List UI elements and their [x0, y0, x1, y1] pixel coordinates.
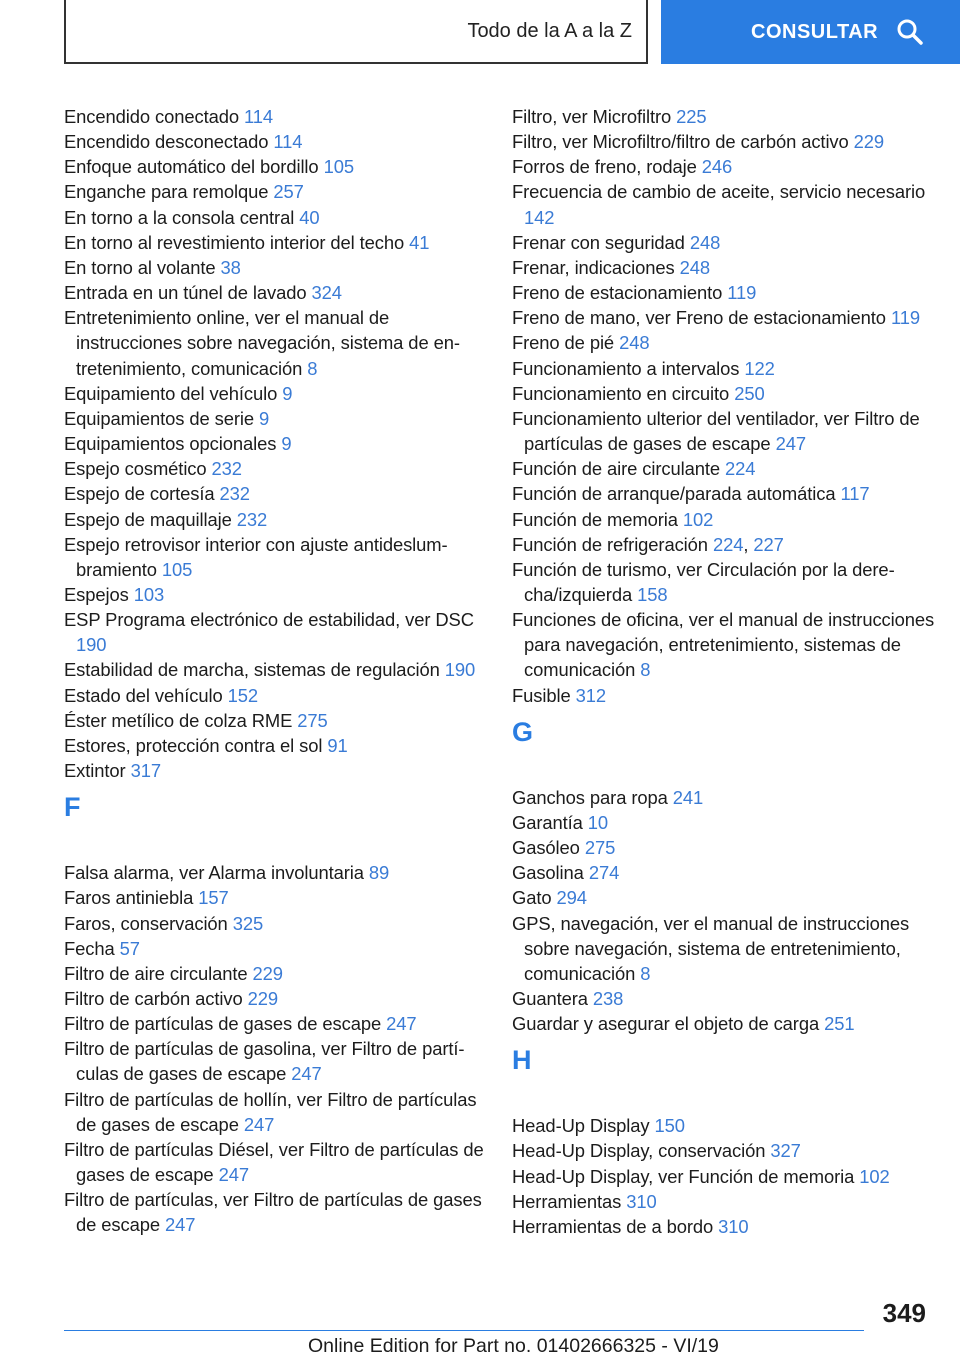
entry-text: Función de arranque/parada automática [512, 483, 836, 505]
entry-text: Freno de estacionamiento [512, 282, 723, 304]
entry-text: Gato [512, 887, 552, 909]
entry-text: Extintor [64, 760, 126, 782]
entry-text: Filtro de partículas de gases de escape [64, 1013, 382, 1035]
entry-text: Guardar y asegurar el objeto de carga [512, 1013, 820, 1035]
index-entry [512, 255, 937, 280]
page-link[interactable]: 248 [619, 332, 650, 354]
entry-text: Fusible [512, 684, 571, 706]
entry-text: ESP Programa electrónico de estabilidad, ver DSC [64, 609, 474, 631]
page-link[interactable]: 114 [244, 106, 274, 127]
page-link[interactable]: 158 [637, 583, 668, 605]
page-link[interactable]: 10 [587, 811, 609, 833]
index-entry [512, 381, 937, 406]
page-link[interactable]: 91 [327, 734, 348, 756]
index-entry [64, 1011, 484, 1036]
search-tab[interactable] [661, 0, 960, 64]
page-link[interactable]: 224 [712, 533, 744, 555]
entry-text: Filtro de partículas de gasolina, ver Filtro de partículas de gases de escape [64, 1038, 465, 1085]
index-entry [512, 456, 937, 481]
page-link[interactable]: 9 [281, 433, 292, 455]
index-entry [64, 431, 484, 456]
page-link[interactable]: 247 [164, 1214, 196, 1236]
page-link[interactable]: 9 [259, 407, 270, 429]
page-link[interactable]: 247 [386, 1013, 417, 1035]
entry-text: Espejos [64, 583, 129, 605]
index-column-left [64, 104, 484, 1238]
index-entry [64, 961, 484, 986]
page-link[interactable]: 224 [725, 458, 756, 480]
entry-text: Head-Up Display, ver Función de memoria [512, 1165, 855, 1187]
section-letter: F [64, 792, 81, 823]
index-entry [512, 280, 937, 305]
entry-text: Función de refrigeración [512, 533, 708, 555]
index-entry [512, 154, 937, 179]
page-link[interactable]: 41 [409, 231, 430, 253]
entry-text: En torno al volante [64, 256, 216, 278]
index-entry [512, 1138, 937, 1163]
entry-text: Filtro de partículas de hollín, ver Filtro de partículas de gases de escape [64, 1088, 477, 1135]
page-link[interactable]: 89 [368, 862, 390, 884]
entry-text: Freno de mano, ver Freno de estacionamiento [512, 307, 886, 329]
page-link[interactable]: 122 [744, 357, 775, 379]
index-entry [64, 154, 484, 179]
entry-text: Head-Up Display [512, 1115, 650, 1137]
entry-text: Filtro, ver Microfiltro [512, 106, 672, 127]
entry-text: Herramientas de a bordo [512, 1215, 714, 1237]
entry-text: Equipamiento del vehículo [64, 382, 278, 404]
page-link[interactable]: 150 [654, 1115, 685, 1137]
index-entry [512, 607, 937, 682]
page-link[interactable]: 275 [584, 837, 616, 859]
index-entry [512, 1214, 937, 1239]
entry-text: Filtro de aire circulante [64, 962, 248, 984]
entry-text: Estado del vehículo [64, 684, 223, 706]
entry-text: Falsa alarma, ver Alarma involuntaria [64, 862, 364, 884]
index-entry [512, 507, 937, 532]
search-tab-label: CONSULTAR [751, 20, 879, 43]
entry-text: Espejo de cortesía [64, 483, 215, 505]
page-link[interactable]: 8 [640, 659, 651, 681]
index-tab-label: Todo de la A a la Z [467, 19, 632, 42]
page-link[interactable]: 248 [679, 256, 710, 278]
page-link[interactable]: 225 [676, 106, 707, 127]
page-link[interactable]: 190 [76, 634, 107, 656]
index-entry [64, 683, 484, 708]
footer-edition: Online Edition for Part no. 01402666325 - VI/19 [308, 1335, 719, 1357]
index-tab[interactable] [64, 0, 648, 64]
index-entry [512, 481, 937, 506]
index-entry [512, 860, 937, 885]
index-entry [64, 255, 484, 280]
page-link[interactable]: 57 [119, 937, 140, 959]
page-link[interactable]: 310 [718, 1215, 749, 1237]
index-entry [512, 104, 937, 129]
page-link[interactable]: 257 [273, 181, 304, 203]
index-entry [64, 507, 484, 532]
index-entry [512, 1113, 937, 1138]
footer-divider [64, 1330, 864, 1331]
page-link[interactable]: 275 [297, 709, 328, 731]
index-entry [64, 280, 484, 305]
page-link[interactable]: 229 [853, 131, 885, 153]
entry-text: En torno al revestimiento interior del techo [64, 231, 405, 253]
page-link[interactable]: 38 [220, 256, 241, 278]
index-entry [64, 860, 484, 885]
index-entry [64, 758, 484, 783]
page-link[interactable]: 119 [890, 307, 920, 329]
index-column-right [512, 104, 937, 1239]
index-entry [512, 305, 937, 330]
index-entry: Función de refrigeración 224, 227 [512, 533, 784, 555]
page-link[interactable]: 103 [133, 583, 165, 605]
entry-text: Estores, protección contra el sol [64, 734, 323, 756]
page-link[interactable]: 247 [218, 1164, 249, 1186]
entry-text: Funciones de oficina, ver el manual de instrucciones para navegación, entretenimiento, sistemas de comunicación [512, 609, 935, 681]
index-entry [64, 406, 484, 431]
page-link[interactable]: 102 [682, 508, 714, 530]
entry-text: Ganchos para ropa [512, 786, 668, 808]
page-link[interactable]: 246 [701, 156, 733, 178]
index-entry [512, 406, 937, 456]
page-link[interactable]: 117 [840, 483, 870, 505]
index-entry [64, 582, 484, 607]
entry-text: Entretenimiento online, ver el manual de instrucciones sobre navegación, sistema de entretenimiento, comunicación [64, 307, 460, 379]
page-link[interactable]: 105 [161, 558, 193, 580]
entry-text: Garantía [512, 811, 583, 833]
entry-text: Guantera [512, 988, 588, 1009]
entry-text: Funcionamiento en circuito [512, 382, 730, 404]
entry-text: Frenar, indicaciones [512, 256, 675, 278]
page-link[interactable]: 190 [444, 659, 476, 681]
page-link[interactable]: 142 [524, 206, 555, 228]
page-link[interactable]: 229 [252, 962, 283, 984]
page-link[interactable]: 238 [592, 988, 624, 1009]
entry-text: Herramientas [512, 1190, 622, 1212]
page-link[interactable]: 229 [247, 988, 279, 1009]
entry-text: Encendido desconectado [64, 131, 269, 153]
index-entry [64, 179, 484, 204]
index-entry [64, 305, 484, 380]
index-entry [64, 607, 484, 657]
entry-text: En torno a la consola central [64, 206, 295, 228]
index-entry [512, 129, 937, 154]
index-entry [512, 835, 937, 860]
entry-text: GPS, navegación, ver el manual de instrucciones sobre navegación, sistema de entretenimiento, comunicación [512, 912, 910, 984]
page-link[interactable]: 251 [824, 1013, 855, 1035]
page-link[interactable]: 8 [307, 357, 318, 379]
index-entry [64, 657, 484, 682]
entry-text: Estabilidad de marcha, sistemas de regulación [64, 659, 440, 681]
page-link[interactable]: 8 [640, 962, 651, 984]
entry-text: Head-Up Display, conservación [512, 1140, 766, 1162]
page-link[interactable]: 327 [770, 1140, 801, 1162]
page-link[interactable]: 325 [232, 912, 264, 934]
page-link[interactable]: 227 [753, 533, 784, 555]
index-entry [512, 330, 937, 355]
index-entry [512, 986, 937, 1011]
index-entry [512, 1011, 937, 1036]
page-number: 349 [882, 1298, 926, 1328]
entry-text: Faros antiniebla [64, 887, 194, 909]
page-link[interactable]: 250 [734, 382, 765, 404]
search-icon [896, 18, 924, 46]
page-link[interactable]: 274 [588, 862, 620, 884]
index-entry [64, 230, 484, 255]
entry-text: Encendido conectado [64, 106, 239, 127]
entry-text: Enganche para remolque [64, 181, 269, 203]
entry-text: Gasóleo [512, 837, 580, 859]
page-link[interactable]: 114 [273, 131, 303, 153]
page-link[interactable]: 310 [626, 1190, 657, 1212]
page-link[interactable]: 9 [282, 382, 293, 404]
index-entry [64, 911, 484, 936]
index-entry [512, 785, 937, 810]
entry-text: Frecuencia de cambio de aceite, servicio necesario [512, 181, 926, 203]
index-entry [64, 986, 484, 1011]
index-entry [512, 356, 937, 381]
entry-text: Función de memoria [512, 508, 678, 530]
index-entry [512, 1189, 937, 1214]
index-entry [512, 810, 937, 835]
section-letter: H [512, 1045, 532, 1076]
entry-text: Filtro, ver Microfiltro/filtro de carbón activo [512, 131, 849, 153]
index-entry [64, 936, 484, 961]
page-link[interactable]: 232 [219, 483, 250, 505]
entry-text: Fecha [64, 937, 115, 959]
index-entry [64, 481, 484, 506]
entry-text: Función de turismo, ver Circulación por la derecha/izquierda [512, 558, 895, 605]
entry-text: Éster metílico de colza RME [64, 709, 293, 731]
page-link[interactable]: 248 [689, 231, 721, 253]
entry-text: Funcionamiento ulterior del ventilador, ver Filtro de partículas de gases de escape [512, 407, 920, 455]
entry-text: Filtro de partículas, ver Filtro de partículas de gases de escape [64, 1189, 482, 1236]
entry-text: Filtro de carbón activo [64, 988, 243, 1009]
index-entry [64, 205, 484, 230]
index-entry [512, 1164, 937, 1189]
index-entry [512, 557, 937, 607]
index-entry [64, 1036, 484, 1086]
page-link[interactable]: 232 [236, 508, 268, 530]
page-link[interactable]: 294 [556, 887, 587, 909]
index-entry [64, 708, 484, 733]
index-entry [64, 1137, 484, 1187]
page-link[interactable]: 247 [291, 1063, 322, 1085]
index-entry [64, 456, 484, 481]
index-entry [512, 683, 937, 708]
entry-text: Faros, conservación [64, 912, 228, 934]
entry-text: Funcionamiento a intervalos [512, 357, 740, 379]
page-link[interactable]: 157 [198, 887, 229, 909]
entry-text: Entrada en un túnel de lavado [64, 282, 307, 304]
section-letter: G [512, 716, 534, 747]
page-link[interactable]: 102 [859, 1165, 890, 1187]
page-link[interactable]: 247 [775, 433, 806, 455]
index-entry [64, 532, 484, 582]
index-entry [64, 129, 484, 154]
page-link[interactable]: 152 [227, 684, 259, 706]
page-link[interactable]: 232 [211, 458, 242, 480]
entry-text: Freno de pié [512, 332, 615, 354]
index-entry [512, 179, 937, 229]
page-link[interactable]: 40 [299, 206, 320, 228]
index-entry [64, 885, 484, 910]
entry-text: Equipamientos de serie [64, 407, 254, 429]
index-entry [512, 911, 937, 986]
index-entry [512, 885, 937, 910]
page-link[interactable]: 317 [130, 760, 161, 782]
index-entry [64, 1087, 484, 1137]
index-entry [512, 230, 937, 255]
entry-text: Espejo de maquillaje [64, 508, 232, 530]
page-link[interactable]: 312 [575, 684, 606, 706]
entry-text: Enfoque automático del bordillo [64, 156, 319, 178]
index-entry [64, 381, 484, 406]
page-link[interactable]: 247 [243, 1113, 275, 1135]
entry-text: Frenar con seguridad [512, 231, 685, 253]
page-link[interactable]: 324 [311, 282, 342, 304]
entry-text: Filtro de partículas Diésel, ver Filtro de partículas de gases de escape [64, 1138, 484, 1186]
page-link[interactable]: 119 [727, 282, 757, 304]
entry-text: Forros de freno, rodaje [512, 156, 697, 178]
index-entry [64, 733, 484, 758]
entry-text: Espejo retrovisor interior con ajuste antideslumbramiento [64, 533, 448, 580]
entry-text: Gasolina [512, 862, 584, 884]
index-entry [64, 104, 484, 129]
page-link[interactable]: 241 [672, 786, 704, 808]
entry-text: Función de aire circulante [512, 458, 720, 480]
page-link[interactable]: 105 [323, 156, 354, 178]
index-entry [64, 1187, 484, 1237]
entry-text: Equipamientos opcionales [64, 433, 277, 455]
entry-text: Espejo cosmético [64, 458, 207, 480]
